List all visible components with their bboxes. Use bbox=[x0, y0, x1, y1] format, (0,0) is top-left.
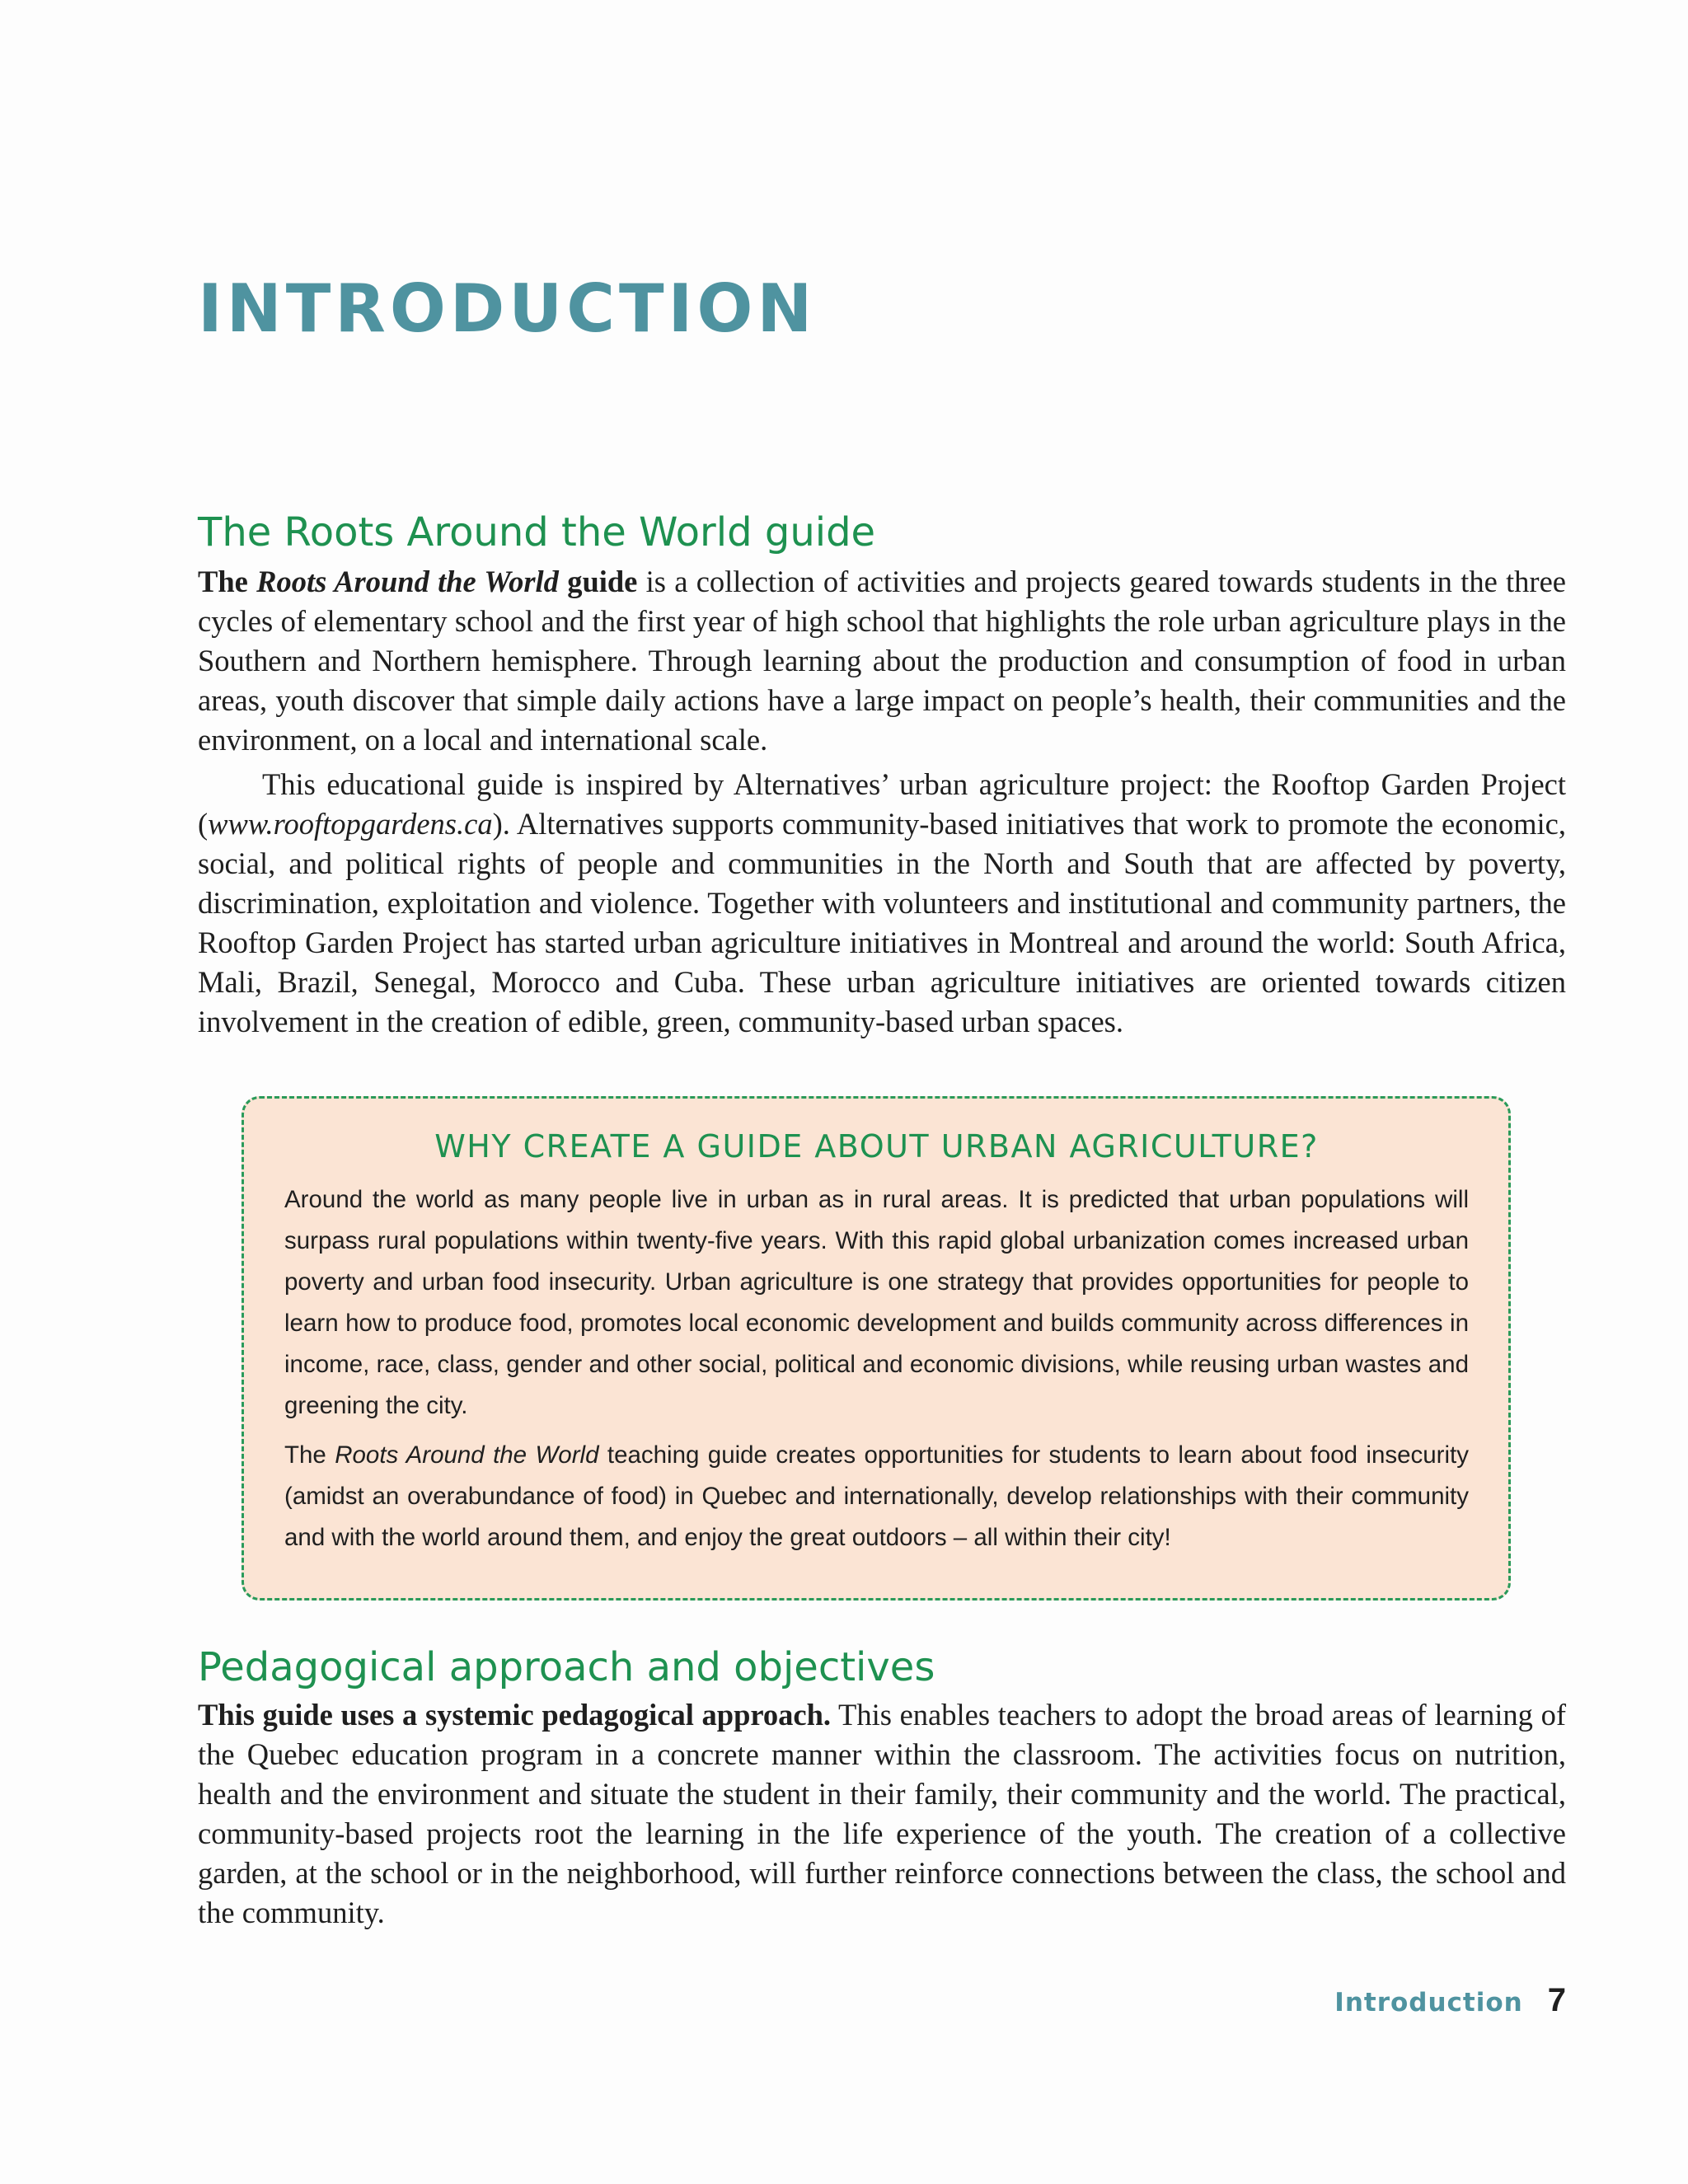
callout-box-urban-agriculture bbox=[241, 1096, 1511, 1601]
paragraph-text: is a collection of activities and projects geared towards students in the three cycles of elementary school and the first year of high school that highlights the role urban agriculture plays in the Southern and Northern hemisphere. Through learning about the production and consumption of food in urban areas, youth discover that simple daily actions have a large impact on people’s health, their communities and the environment, on a local and international scale. bbox=[198, 564, 1566, 757]
lead-sentence: This guide uses a systemic pedagogical approach. bbox=[198, 1697, 832, 1732]
footer-section-label: Introduction bbox=[1334, 1988, 1523, 2018]
paragraph-pedagogical-approach bbox=[198, 1695, 1566, 1933]
website-link[interactable]: www.rooftopgardens.ca bbox=[208, 806, 493, 841]
section-heading-pedagogical: Pedagogical approach and objectives bbox=[198, 1644, 935, 1690]
section-heading-roots-guide: The Roots Around the World guide bbox=[198, 509, 876, 555]
page bbox=[198, 0, 1566, 2184]
callout-paragraph-2 bbox=[284, 1435, 1469, 1558]
page-number: 7 bbox=[1547, 1982, 1566, 2018]
section-pedagogical-approach bbox=[198, 1644, 1566, 1933]
callout-lead: The bbox=[284, 1441, 335, 1469]
callout-title: WHY CREATE A GUIDE ABOUT URBAN AGRICULTURE? bbox=[434, 1128, 1319, 1165]
callout-guide-title: Roots Around the World bbox=[335, 1441, 599, 1469]
section-roots-guide bbox=[198, 509, 1566, 1042]
paragraph-text: ). Alternatives supports community-based initiatives that work to promote the economic, social, and political rights of people and communities in the North and South that are affected by poverty, discrimination, exploitation and violence. Together with volunteers and institutional and community partners, the Rooftop Garden Project has started urban agriculture initiatives in Montreal and around the world: South Africa, Mali, Brazil, Senegal, Morocco and Cuba. These urban agriculture initiatives are oriented towards citizen involvement in the creation of edible, green, community-based urban spaces. bbox=[198, 806, 1566, 1038]
lead-the: The bbox=[198, 564, 257, 598]
paragraph-inspiration bbox=[198, 765, 1566, 1042]
paragraph-text: This enables teachers to adopt the broad areas of learning of the Quebec education program in a concrete manner within the classroom. The activities focus on nutrition, health and the environment and situate the student in their family, their community and the world. The practical, community-based projects root the learning in the life experience of the youth. The creation of a collective garden, at the school or in the neighborhood, will further reinforce connections between the class, the school and the community. bbox=[198, 1697, 1566, 1929]
callout-text: teaching guide creates opportunities for students to learn about food insecurity (amidst an overabundance of food) in Quebec and internationally, develop relationships with their community and with the world around them, and enjoy the great outdoors – all within their city! bbox=[284, 1441, 1469, 1551]
chapter-title: INTRODUCTION bbox=[198, 270, 817, 347]
paragraph-text: This educational guide is inspired by Alternatives’ urban agriculture project: the Rooftop Garden Project ( bbox=[198, 766, 1566, 841]
callout-paragraph-1: Around the world as many people live in urban as in rural areas. It is predicted that urban populations will surpass rural populations within twenty-five years. With this rapid global urbanization comes increased urban poverty and urban food insecurity. Urban agriculture is one strategy that provides opportunities for people to learn how to produce food, promotes local economic development and builds community across differences in income, race, class, gender and other social, political and economic divisions, while reusing urban wastes and greening the city. bbox=[284, 1185, 1469, 1419]
paragraph-guide-description bbox=[198, 562, 1566, 760]
page-footer bbox=[1334, 1982, 1566, 2019]
guide-title-emphasis: Roots Around the World bbox=[256, 564, 559, 598]
lead-guide: guide bbox=[558, 564, 638, 598]
